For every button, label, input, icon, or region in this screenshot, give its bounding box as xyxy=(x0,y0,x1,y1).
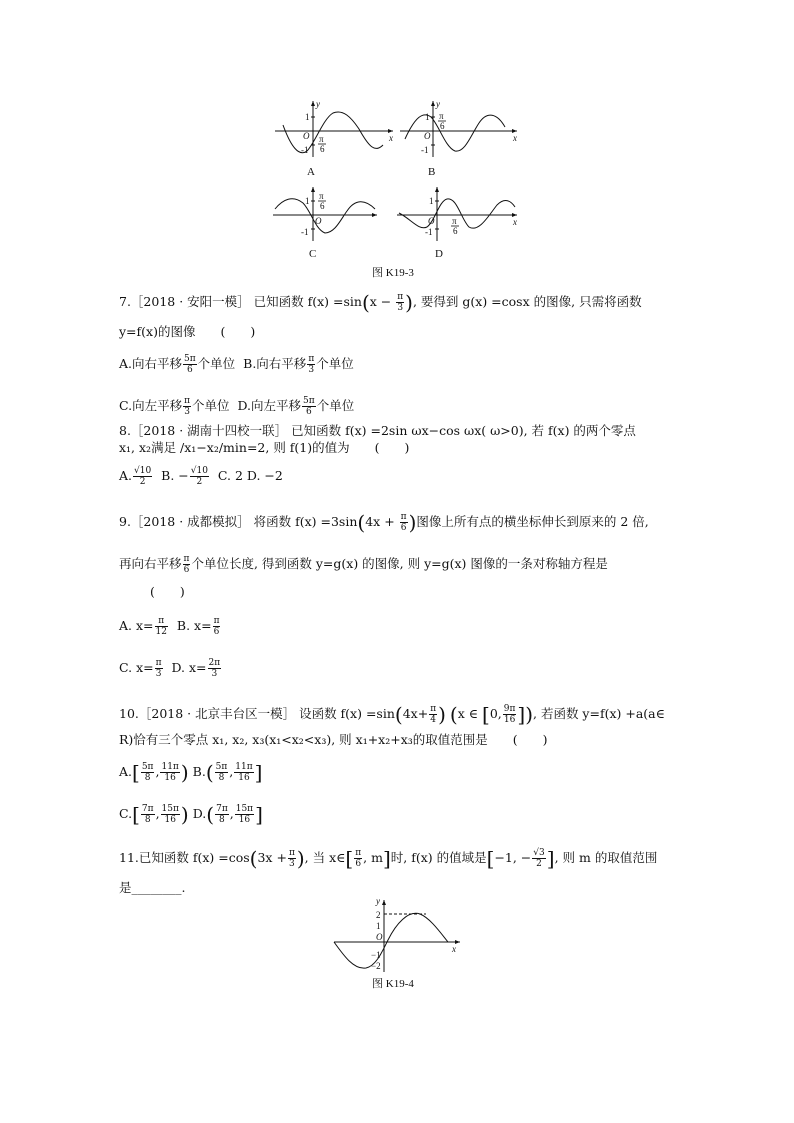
q11-line1: 11.已知函数 f(x) =cos(3x + $\frac{\pi}{3}$ ), 当 x∈[ $\frac{\pi}{6}$ , m]时, f(x) 的值域是[−1, − $\frac{√3}{2}$ ], 则 m 的取值范围 xyxy=(119,846,658,871)
q10-option-c[interactable]: C.[ $\frac{7\pi}{8}$ , $\frac{15\pi}{16}$ ) xyxy=(119,802,189,827)
fig2-tick-m2: −2 xyxy=(371,961,381,971)
q9-option-d[interactable]: D. x= $\frac{2\pi}{3}$ xyxy=(171,658,221,679)
q9-option-c[interactable]: C. x= $\frac{\pi}{3}$ xyxy=(119,658,162,679)
graph-a xyxy=(275,101,393,157)
fig2-tick-m1: −1 xyxy=(371,950,381,960)
fig2-y-label: y xyxy=(376,896,380,906)
graph-c-tick-pi: π xyxy=(319,191,324,201)
graph-b-letter: B xyxy=(428,166,436,178)
graph-c-one: 1 xyxy=(305,196,310,206)
q7-line2: y=f(x)的图像 ( ) xyxy=(119,324,256,339)
q8-line1: 8.［2018 · 湖南十四校一联］ 已知函数 f(x) =2sin ωx−cos ωx( ω>0), 若 f(x) 的两个零点 xyxy=(119,423,636,438)
q7-line1: 7.［2018 · 安阳一模］ 已知函数 f(x) =sin(x − $\frac{\pi}{3}$ ), 要得到 g(x) =cosx 的图像, 只需将函数 xyxy=(119,290,642,315)
graph-c xyxy=(273,187,377,241)
q7-options-cd xyxy=(119,396,354,417)
graph-d-origin: O xyxy=(428,216,435,226)
q10-line1: 10.［2018 · 北京丰台区一模］ 设函数 f(x) =sin(4x+ $\frac{\pi}{4}$ ) (x ∈ [0, $\frac{9\pi}{16}$ ]), 若函数 y=f(x) +a(a∈ xyxy=(119,702,665,727)
graph-b-tick-den: 6 xyxy=(440,121,445,131)
q10-option-d[interactable]: D.( $\frac{7\pi}{8}$ , $\frac{15\pi}{16}$ ] xyxy=(192,802,263,827)
q9-options-cd xyxy=(119,658,222,679)
graph-b-tick-pi: π xyxy=(439,111,444,121)
figure-k19-3-caption: 图 K19-3 xyxy=(372,267,414,279)
q7-options-ab xyxy=(119,354,354,375)
q8-option-b[interactable]: B. − $\frac{√10}{2}$ xyxy=(161,466,208,487)
graph-a-origin: O xyxy=(303,131,310,141)
fig2-origin: O xyxy=(376,932,383,942)
graph-b xyxy=(400,101,517,157)
q9-line2: 再向右平移 $\frac{\pi}{6}$ 个单位长度, 得到函数 y=g(x) 的图像, 则 y=g(x) 图像的一条对称轴方程是 xyxy=(119,554,608,575)
q9-line1: 9.［2018 · 成都模拟］ 将函数 f(x) =3sin(4x + $\frac{\pi}{6}$ )图像上所有点的横坐标伸长到原来的 2 倍, xyxy=(119,510,649,535)
graph-d-letter: D xyxy=(435,248,443,260)
q7-option-b[interactable]: B.向右平移 $\frac{\pi}{3}$ 个单位 xyxy=(243,354,354,375)
q11-line2: 是________. xyxy=(119,880,186,895)
graph-a-letter: A xyxy=(307,166,315,178)
q7-option-a[interactable]: A.向右平移 $\frac{5\pi}{6}$ 个单位 xyxy=(119,354,236,375)
q10-option-a[interactable]: A.[ $\frac{5\pi}{8}$ , $\frac{11\pi}{16}$ ) xyxy=(119,760,189,785)
graph-a-x-label: x xyxy=(389,133,393,143)
graph-d-minus-one: -1 xyxy=(425,227,433,237)
q10-line2: R)恰有三个零点 x₁, x₂, x₃(x₁<x₂<x₃), 则 x₁+x₂+x₃的取值范围是 ( ) xyxy=(119,732,548,747)
q9-line3: ( ) xyxy=(150,584,185,599)
graph-b-y-label: y xyxy=(436,99,440,109)
fig2-x-label: x xyxy=(452,944,456,954)
graph-d-tick-pi: π xyxy=(452,216,457,226)
graph-b-origin: O xyxy=(424,131,431,141)
q8-option-a[interactable]: A. $\frac{√10}{2}$ xyxy=(119,466,152,487)
q10-options-ab xyxy=(119,762,262,783)
figure-k19-4-caption: 图 K19-4 xyxy=(372,978,414,990)
fig2-tick-2: 2 xyxy=(376,910,381,920)
graph-d-x-label: x xyxy=(513,217,517,227)
q9-options-ab xyxy=(119,616,221,637)
graph-a-one: 1 xyxy=(305,112,310,122)
graph-d-tick-den: 6 xyxy=(453,226,458,236)
q8-option-cd[interactable]: C. 2 D. −2 xyxy=(217,468,283,483)
q7-option-c[interactable]: C.向左平移 $\frac{\pi}{3}$ 个单位 xyxy=(119,396,230,417)
q9-option-b[interactable]: B. x= $\frac{\pi}{6}$ xyxy=(176,616,220,637)
q7-option-d[interactable]: D.向左平移 $\frac{5\pi}{6}$ 个单位 xyxy=(237,396,355,417)
graph-c-minus-one: -1 xyxy=(301,227,309,237)
graph-a-minus-one: -1 xyxy=(301,145,309,155)
graph-c-tick-den: 6 xyxy=(320,201,325,211)
graph-d-one: 1 xyxy=(429,196,434,206)
graph-a-tick-den: 6 xyxy=(320,144,325,154)
figure-k19-3 xyxy=(265,95,530,280)
q8-options xyxy=(119,466,283,487)
fig2-tick-1: 1 xyxy=(376,921,381,931)
graph-a-y-label: y xyxy=(316,99,320,109)
q9-option-a[interactable]: A. x= $\frac{\pi}{12}$ xyxy=(119,616,167,637)
graph-a-tick-pi: π xyxy=(319,134,324,144)
graph-b-one: 1 xyxy=(425,112,430,122)
q8-line2: x₁, x₂满足 /x₁−x₂/min=2, 则 f(1)的值为 ( ) xyxy=(119,440,410,455)
graph-c-letter: C xyxy=(309,248,317,260)
graph-b-x-label: x xyxy=(513,133,517,143)
q10-option-b[interactable]: B.( $\frac{5\pi}{8}$ , $\frac{11\pi}{16}$ ] xyxy=(192,760,263,785)
graph-b-minus-one: -1 xyxy=(421,145,429,155)
q10-options-cd xyxy=(119,804,263,825)
graph-c-origin: O xyxy=(315,216,322,226)
figure-k19-4 xyxy=(330,896,470,976)
